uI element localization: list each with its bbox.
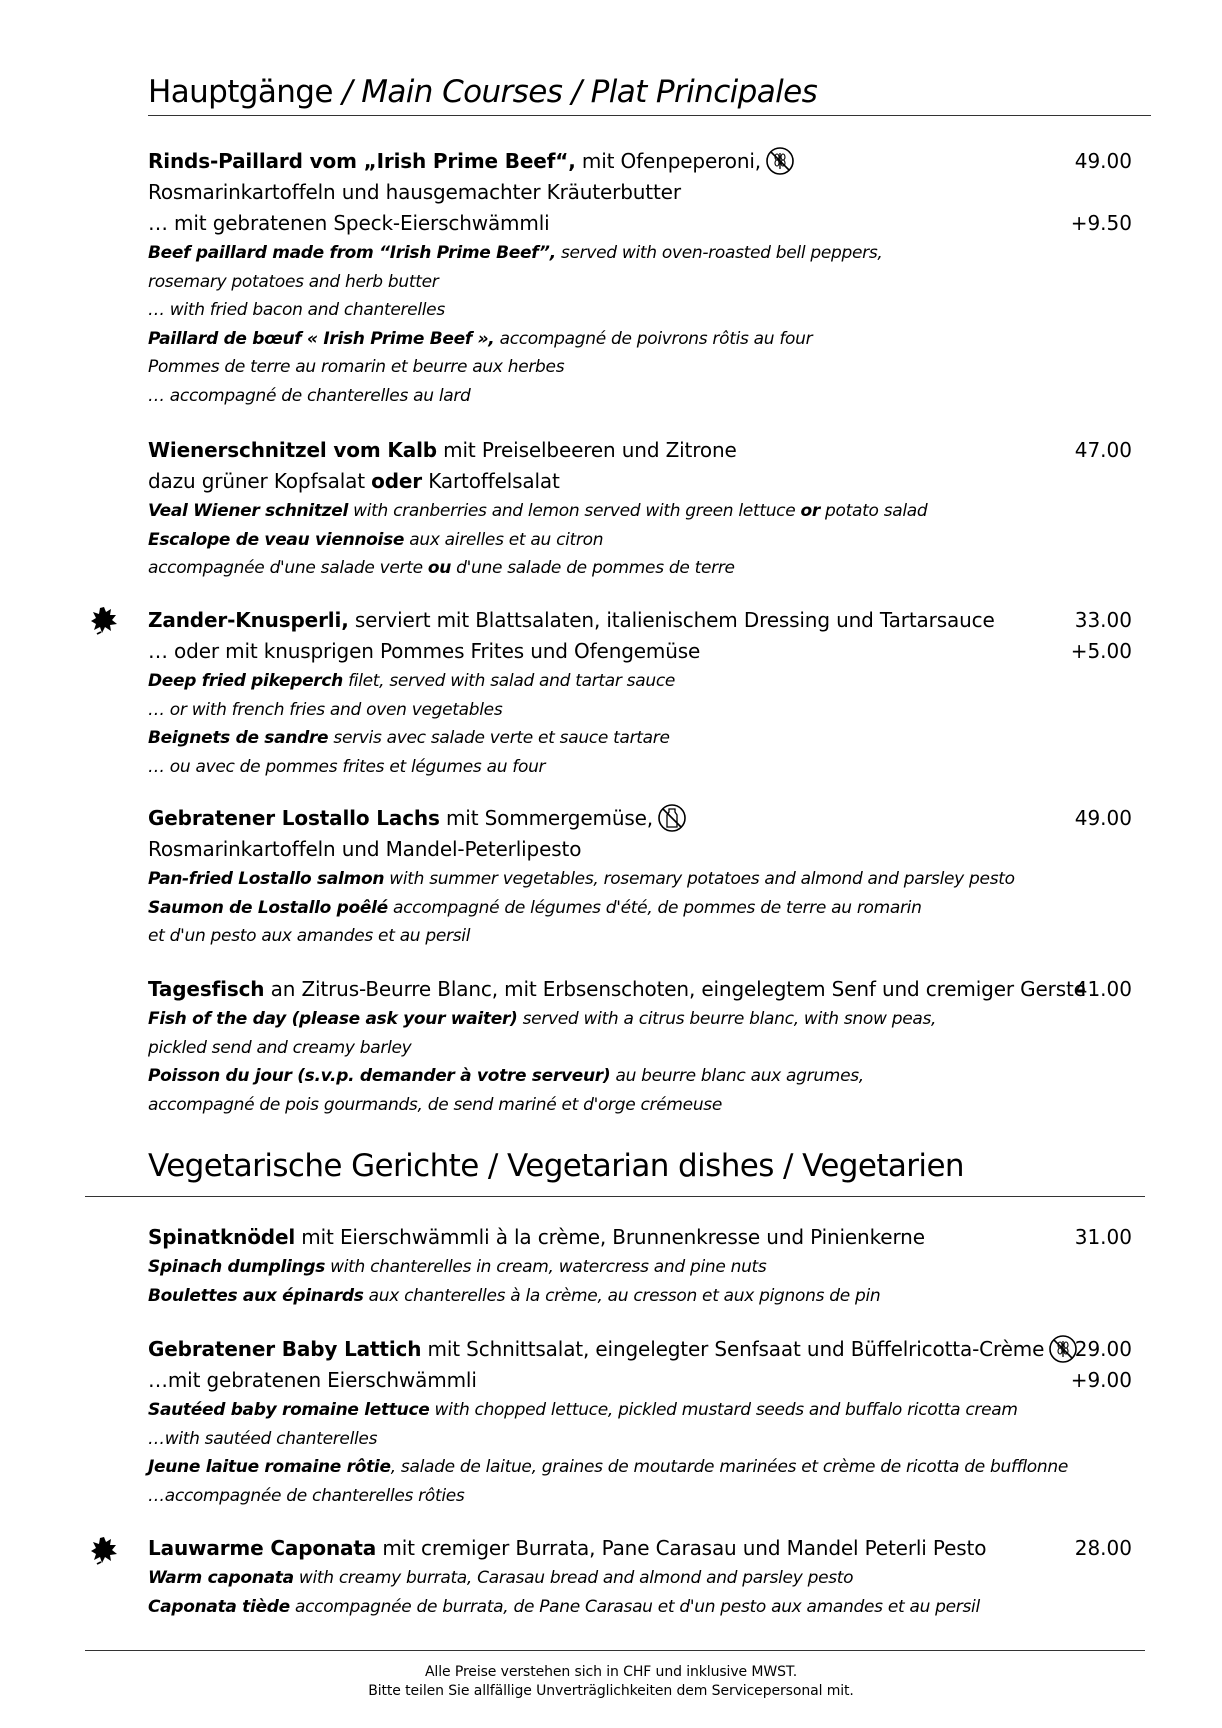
dish-french-line	[148, 894, 1132, 923]
footer-price-note: Alle Preise verstehen sich in CHF und inklusive MWST.	[424, 1664, 798, 1680]
gluten-free-icon	[765, 146, 795, 176]
dish-french-line	[148, 1453, 1132, 1482]
dish-description-line2	[148, 466, 1132, 497]
dish-french-line	[148, 526, 1132, 555]
dish-title-line	[148, 605, 1132, 636]
dish-desc-en: potato salad	[819, 501, 928, 521]
dish-name-en: Veal Wiener schnitzel	[148, 501, 349, 521]
dish-addon-price: +9.50	[1070, 211, 1132, 235]
menu-item-spinatknoedel	[148, 1222, 1132, 1310]
dish-title-line	[148, 1334, 1132, 1365]
dish-desc-en: served with a citrus beurre blanc, with snow peas,	[517, 1009, 937, 1029]
dish-name-fr: Caponata tiède	[148, 1596, 290, 1617]
dish-price: 41.00	[1074, 977, 1132, 1001]
dish-french-line	[148, 1593, 1132, 1622]
footer-allergy-note: Bitte teilen Sie allfällige Unverträglichkeiten dem Servicepersonal mit.	[368, 1683, 854, 1699]
dish-name-fr: Saumon de Lostallo poêlé	[148, 897, 388, 918]
dish-desc-fr: accompagné de légumes d'été, de pommes de terre au romarin	[387, 897, 922, 918]
footer-divider	[85, 1650, 1145, 1651]
dish-english-line2: pickled send and creamy barley	[148, 1037, 412, 1058]
menu-item-wienerschnitzel	[148, 435, 1132, 583]
dish-french-line	[148, 325, 1132, 354]
dish-or-word-fr: ou	[427, 558, 452, 578]
dish-french-addon: … accompagné de chanterelles au lard	[148, 385, 471, 406]
dish-name: Gebratener Lostallo Lachs	[148, 806, 440, 830]
dish-english-line	[148, 1253, 1132, 1282]
dish-side-text: dazu grüner Kopfsalat	[148, 469, 372, 493]
dish-desc-en: filet, served with salad and tartar sauce	[342, 671, 676, 691]
dish-name-en: Sautéed baby romaine lettuce	[148, 1400, 430, 1420]
dish-english-line2: rosemary potatoes and herb butter	[148, 271, 439, 292]
dish-side-text: Kartoffelsalat	[422, 469, 560, 493]
dish-french-line2: Pommes de terre au romarin et beurre aux herbes	[148, 357, 565, 377]
dish-french-line2	[148, 554, 1132, 583]
dish-description: mit Eierschwämmli à la crème, Brunnenkresse und Pinienkerne	[295, 1225, 925, 1249]
dish-price: 29.00	[1074, 1337, 1132, 1361]
leaf-icon	[90, 1535, 118, 1565]
menu-item-baby-lattich	[148, 1334, 1132, 1510]
dish-name-fr: Boulettes aux épinards	[148, 1285, 364, 1306]
dish-name: Wienerschnitzel vom Kalb	[148, 438, 437, 462]
menu-item-zander-knusperli	[148, 605, 1132, 781]
dish-price: 47.00	[1074, 438, 1132, 462]
dish-description: an Zitrus-Beurre Blanc, mit Erbsenschoten, eingelegtem Senf und cremiger Gerste	[264, 977, 1086, 1001]
dish-desc-fr: accompagnée de burrata, de Pane Carasau et d'un pesto aux amandes et au persil	[289, 1596, 980, 1617]
dish-name-fr: Escalope de veau viennoise	[148, 529, 405, 550]
dish-name-en: Beef paillard made from “Irish Prime Beef”,	[148, 243, 556, 263]
dish-title-line	[148, 146, 1132, 177]
main-courses-title-en-fr: / Main Courses / Plat Principales	[332, 74, 818, 110]
dish-price: 33.00	[1074, 608, 1132, 632]
menu-item-rinds-paillard	[148, 146, 1132, 410]
dish-desc-en: with chanterelles in cream, watercress and pine nuts	[325, 1257, 767, 1277]
dish-desc-en: with creamy burrata, Carasau bread and almond and parsley pesto	[293, 1568, 854, 1588]
dish-english-line	[148, 667, 1132, 696]
dish-french-line	[148, 1062, 1132, 1091]
dish-name-fr: Paillard de bœuf « Irish Prime Beef »,	[148, 328, 495, 349]
dish-desc-fr: d'une salade de pommes de terre	[451, 558, 735, 578]
dish-english-line	[148, 865, 1132, 894]
dish-name-fr: Beignets de sandre	[148, 728, 329, 748]
dish-addon-price: +9.00	[1070, 1368, 1132, 1392]
dish-name-en: Warm caponata	[148, 1568, 294, 1588]
dish-french-line	[148, 724, 1132, 753]
dish-price: 49.00	[1074, 149, 1132, 173]
dish-desc-en: with chopped lettuce, pickled mustard seeds and buffalo ricotta cream	[429, 1400, 1018, 1420]
dish-name-en: Fish of the day (please ask your waiter)	[148, 1009, 518, 1029]
dish-title-line	[148, 1222, 1132, 1253]
dish-desc-fr: accompagnée d'une salade verte	[148, 558, 428, 578]
menu-item-lostallo-lachs	[148, 803, 1132, 951]
dish-description: mit Ofenpeperoni,	[575, 149, 761, 173]
dish-price: 28.00	[1074, 1536, 1132, 1560]
dish-desc-fr: aux chanterelles à la crème, au cresson et aux pignons de pin	[363, 1285, 881, 1306]
dish-name: Zander-Knusperli,	[148, 608, 349, 632]
dish-desc-en: with summer vegetables, rosemary potatoes and almond and parsley pesto	[384, 869, 1015, 889]
dish-name-fr: Poisson du jour (s.v.p. demander à votre serveur)	[148, 1066, 611, 1086]
dish-english-line	[148, 497, 1132, 526]
footer-note	[85, 1663, 1137, 1701]
dish-name: Spinatknödel	[148, 1225, 296, 1249]
dish-description-line2: Rosmarinkartoffeln und Mandel-Peterlipesto	[148, 837, 582, 861]
dish-description: mit cremiger Burrata, Pane Carasau und Mandel Peterli Pesto	[376, 1536, 987, 1560]
dish-or-word: oder	[371, 469, 423, 493]
dish-description: serviert mit Blattsalaten, italienischem Dressing und Tartarsauce	[348, 608, 995, 632]
gluten-free-icon	[1048, 1334, 1078, 1364]
dish-name: Lauwarme Caponata	[148, 1536, 377, 1560]
dish-name-fr: Jeune laitue romaine rôtie	[148, 1457, 391, 1477]
dish-name: Rinds-Paillard vom „Irish Prime Beef“,	[148, 149, 576, 173]
dish-desc-fr: aux airelles et au citron	[404, 529, 604, 550]
dish-desc-fr: au beurre blanc aux agrumes,	[610, 1066, 864, 1086]
dish-addon-price: +5.00	[1070, 639, 1132, 663]
dish-title-line	[148, 803, 1132, 834]
dish-title-line	[148, 974, 1132, 1005]
dish-desc-fr: , salade de laitue, graines de moutarde marinées et crème de ricotta de bufflonne	[390, 1457, 1068, 1477]
dish-title-line	[148, 435, 1132, 466]
dish-desc-fr: servis avec salade verte et sauce tartare	[328, 728, 670, 748]
dish-english-addon: … or with french fries and oven vegetables	[148, 699, 503, 720]
dish-name: Tagesfisch	[148, 977, 265, 1001]
dish-description: mit Sommergemüse,	[439, 806, 653, 830]
main-courses-heading	[148, 74, 817, 110]
dish-addon: … oder mit knusprigen Pommes Frites und Ofengemüse	[148, 639, 701, 663]
dish-english-addon: … with fried bacon and chanterelles	[148, 300, 445, 320]
vegetarian-divider	[85, 1196, 1145, 1197]
dish-price: 31.00	[1074, 1225, 1132, 1249]
dish-addon: …mit gebratenen Eierschwämmli	[148, 1368, 477, 1392]
dish-name: Gebratener Baby Lattich	[148, 1337, 422, 1361]
main-courses-title-de: Hauptgänge	[148, 74, 333, 110]
dish-title-line	[148, 1533, 1132, 1564]
dish-french-addon: … ou avec de pommes frites et légumes au four	[148, 756, 546, 777]
menu-item-tagesfisch	[148, 974, 1132, 1119]
dish-description: mit Preiselbeeren und Zitrone	[436, 438, 737, 462]
dish-english-line	[148, 239, 1132, 268]
dish-addon-line	[148, 636, 1132, 667]
dish-price: 49.00	[1074, 806, 1132, 830]
dish-french-line2: accompagné de pois gourmands, de send mariné et d'orge crémeuse	[148, 1094, 723, 1115]
dish-desc-fr: accompagné de poivrons rôtis au four	[494, 328, 813, 349]
dish-or-word-en: or	[800, 501, 820, 521]
dish-french-line	[148, 1282, 1132, 1311]
dish-name-en: Deep fried pikeperch	[148, 671, 343, 691]
dish-desc-en: with cranberries and lemon served with green lettuce	[348, 501, 801, 521]
dish-french-line2: et d'un pesto aux amandes et au persil	[148, 926, 471, 946]
menu-item-lauwarme-caponata	[148, 1533, 1132, 1621]
dish-english-line	[148, 1564, 1132, 1593]
dish-english-line	[148, 1005, 1132, 1034]
dish-addon: … mit gebratenen Speck-Eierschwämmli	[148, 211, 550, 235]
vegetarian-heading: Vegetarische Gerichte / Vegetarian dishes / Vegetarien	[148, 1148, 964, 1184]
leaf-icon	[90, 605, 118, 635]
dish-name-en: Pan-fried Lostallo salmon	[148, 869, 385, 889]
lactose-free-icon	[657, 803, 687, 833]
dish-desc-en: served with oven-roasted bell peppers,	[555, 243, 883, 263]
dish-name-en: Spinach dumplings	[148, 1257, 326, 1277]
main-courses-divider	[148, 115, 1151, 116]
dish-french-addon: …accompagnée de chanterelles rôties	[148, 1485, 465, 1506]
dish-addon-line	[148, 208, 1132, 239]
dish-english-addon: …with sautéed chanterelles	[148, 1428, 378, 1449]
dish-english-line	[148, 1396, 1132, 1425]
dish-description-line2: Rosmarinkartoffeln und hausgemachter Kräuterbutter	[148, 180, 681, 204]
dish-description: mit Schnittsalat, eingelegter Senfsaat und Büffelricotta-Crème	[421, 1337, 1045, 1361]
dish-addon-line	[148, 1365, 1132, 1396]
